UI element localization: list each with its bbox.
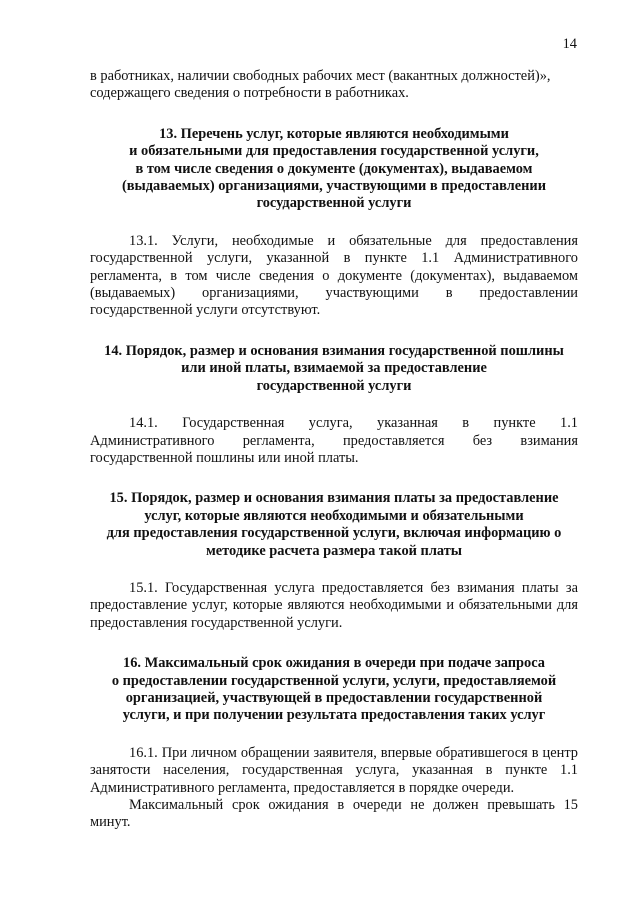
heading-line: (выдаваемых) организациями, участвующими в предоставлении <box>121 178 547 195</box>
intro-line-1: в работниках, наличии свободных рабочих мест (вакантных должностей)», <box>90 68 551 84</box>
heading-line: или иной платы, взимаемой за предоставление <box>181 360 487 377</box>
intro-paragraph <box>90 68 578 103</box>
heading-line: и обязательными для предоставления государственной услуги, <box>129 143 539 160</box>
section-13-heading <box>90 126 578 213</box>
heading-line: организацией, участвующей в предоставлении государственной <box>125 689 543 706</box>
paragraph-16-2: Максимальный срок ожидания в очереди не должен превышать 15 минут. <box>90 797 578 831</box>
paragraph-15-1: 15.1. Государственная услуга предоставляется без взимания платы за предоставление услуг, которые являются необходимыми и обязательными для предоставления государственной услуги. <box>90 579 578 631</box>
heading-line: 14. Порядок, размер и основания взимания государственной пошлины <box>104 342 564 359</box>
spacer <box>90 103 578 126</box>
paragraph-14-1: 14.1. Государственная услуга, указанная в пункте 1.1 Административного регламента, предоставляется без взимания государственной пошлины или иной платы. <box>90 415 578 466</box>
paragraph-13-1: 13.1. Услуги, необходимые и обязательные для предоставления государственной услуги, указанной в пункте 1.1 Административного регламента, в том числе сведения о документе (документах), выдаваемом (выдаваемых) организациями, участвующими в предоставлении государственной услуги отсутствуют. <box>90 232 578 319</box>
section-15 <box>90 490 578 632</box>
section-15-heading <box>90 490 578 560</box>
heading-line: методике расчета размера такой платы <box>205 542 463 559</box>
section-13 <box>90 126 578 320</box>
section-16 <box>90 655 578 832</box>
spacer <box>90 560 578 580</box>
page-number: 14 <box>562 36 577 52</box>
heading-line: в том числе сведения о документе (документах), выдаваемом <box>135 160 533 177</box>
document-body <box>90 68 578 832</box>
intro-line-2: содержащего сведения о потребности в работниках. <box>90 85 409 102</box>
section-14 <box>90 343 578 467</box>
spacer <box>90 632 578 655</box>
heading-line: о предоставлении государственной услуги, услуги, предоставляемой <box>111 672 557 689</box>
paragraph-16-1: 16.1. При личном обращении заявителя, впервые обратившегося в центр занятости населения, государственная услуга, указанная в пункте 1.1 Административного регламента, предоставляется в порядке очереди. <box>90 744 578 796</box>
section-14-heading <box>90 343 578 395</box>
spacer <box>90 213 578 233</box>
heading-line: 13. Перечень услуг, которые являются необходимыми <box>159 125 509 142</box>
heading-line: услуги, и при получении результата предоставления таких услуг <box>122 707 546 724</box>
spacer <box>90 320 578 343</box>
spacer <box>90 467 578 490</box>
heading-line: государственной услуги <box>256 377 412 394</box>
heading-line: услуг, которые являются необходимыми и обязательными <box>144 507 524 524</box>
spacer <box>90 395 578 415</box>
heading-line: 15. Порядок, размер и основания взимания платы за предоставление <box>109 490 559 507</box>
heading-line: для предоставления государственной услуги, включая информацию о <box>106 525 562 542</box>
heading-line: государственной услуги <box>256 195 412 212</box>
spacer <box>90 725 578 745</box>
section-16-heading <box>90 655 578 725</box>
heading-line: 16. Максимальный срок ожидания в очереди при подаче запроса <box>123 655 545 672</box>
